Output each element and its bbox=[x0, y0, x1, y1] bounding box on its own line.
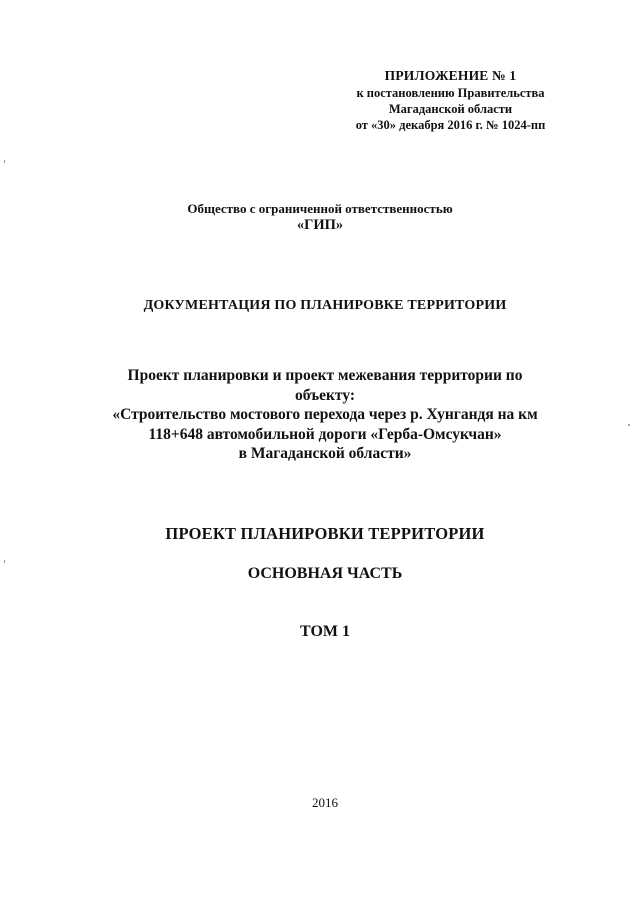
project-line-3: «Строительство мостового перехода через р. Хунгандя на км bbox=[112, 406, 538, 423]
year-label: 2016 bbox=[312, 795, 338, 810]
appendix-line-3: от «30» декабря 2016 г. № 1024-пп bbox=[355, 118, 546, 132]
scan-speck bbox=[628, 424, 630, 426]
organization-type: Общество с ограниченной ответственностью bbox=[187, 201, 453, 216]
organization-name: «ГИП» bbox=[296, 217, 344, 233]
appendix-header bbox=[318, 68, 583, 133]
appendix-line-1: к постановлению Правительства bbox=[356, 86, 545, 100]
project-line-2: объекту: bbox=[294, 386, 356, 404]
project-line-4: 118+648 автомобильной дороги «Герба-Омсукчан» bbox=[148, 425, 502, 443]
scan-speck bbox=[4, 160, 5, 163]
volume-label: ТОМ 1 bbox=[299, 623, 350, 640]
appendix-title: ПРИЛОЖЕНИЕ № 1 bbox=[384, 68, 517, 83]
document-type-title: ДОКУМЕНТАЦИЯ ПО ПЛАНИРОВКЕ ТЕРРИТОРИИ bbox=[143, 298, 507, 313]
project-line-1: Проект планировки и проект межевания территории по bbox=[127, 367, 523, 384]
scan-speck bbox=[4, 560, 5, 563]
section-title: ПРОЕКТ ПЛАНИРОВКИ ТЕРРИТОРИИ bbox=[165, 524, 485, 543]
part-title: ОСНОВНАЯ ЧАСТЬ bbox=[247, 565, 403, 582]
appendix-line-2: Магаданской области bbox=[388, 102, 513, 116]
project-line-5: в Магаданской области» bbox=[238, 445, 412, 462]
organization-block bbox=[0, 200, 640, 234]
project-title-block bbox=[50, 366, 600, 464]
